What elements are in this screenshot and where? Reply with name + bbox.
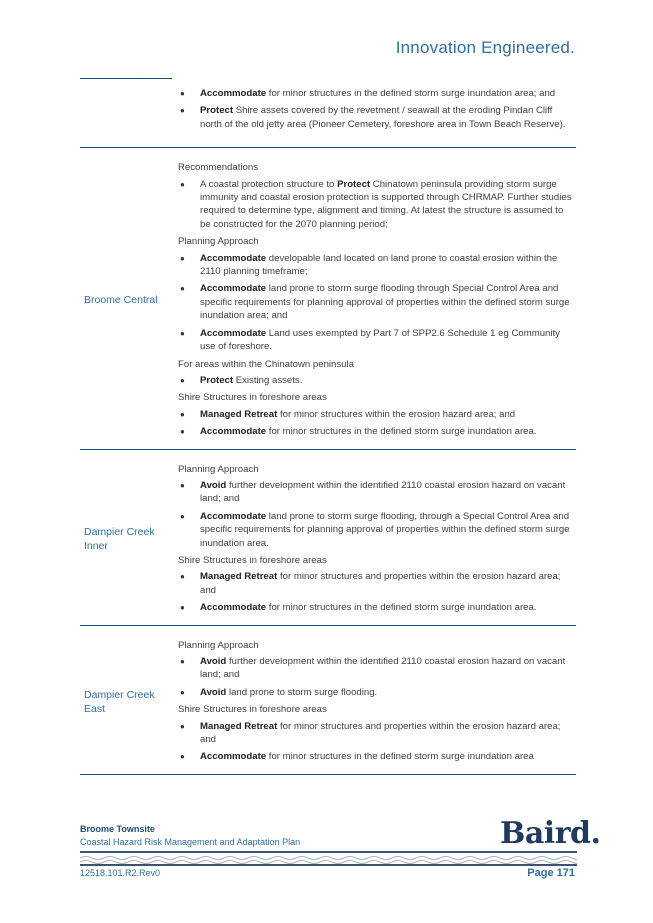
page-number: Page 171 xyxy=(527,867,575,879)
bullet-icon: ● xyxy=(180,253,185,263)
list-item: ● Accommodate for minor structures in the defined storm surge inundation area. xyxy=(180,602,537,614)
bullet-icon: ● xyxy=(180,603,185,613)
baird-logo: Baird. xyxy=(500,816,601,851)
table-row-broome-central xyxy=(80,148,576,449)
list-item: ● Accommodate developable land located on land prone to coastal erosion within the 2110 planning timeframe; xyxy=(180,252,558,278)
section-heading: Shire Structures in foreshore areas xyxy=(178,554,327,566)
bullet-icon: ● xyxy=(180,480,185,490)
list-item: ● Managed Retreat for minor structures within the erosion hazard area; and xyxy=(180,408,516,420)
row-content xyxy=(178,630,576,774)
footer-subtitle: Coastal Hazard Risk Management and Adaptation Plan xyxy=(80,837,301,847)
list-item: ● Avoid land prone to storm surge flooding. xyxy=(180,686,378,698)
section-heading: Planning Approach xyxy=(178,463,259,475)
row-content xyxy=(178,454,576,625)
list-item: ● Avoid further development within the identified 2110 coastal erosion hazard on vacant land; and xyxy=(180,479,566,505)
bullet-icon: ● xyxy=(180,375,185,385)
bullet-icon: ● xyxy=(180,657,185,666)
bullet-icon: ● xyxy=(180,106,185,116)
section-heading: Planning Approach xyxy=(178,639,259,651)
row-label: Dampier Creek East xyxy=(84,688,155,715)
bullet-icon: ● xyxy=(180,89,185,98)
table-row-dampier-inner xyxy=(80,450,576,626)
wave-divider-icon xyxy=(80,850,577,866)
list-item: ● Accommodate land prone to storm surge flooding through Special Control Area and specific requirements for planning approval of properties within the defined storm surge inundation area; and xyxy=(180,283,570,322)
section-heading: Shire Structures in foreshore areas xyxy=(178,704,327,716)
list-item: ● Accommodate for minor structures in the defined storm surge inundation area; and xyxy=(180,88,556,99)
list-item: ● Accommodate Land uses exempted by Part 7 of SPP2.6 Schedule 1 eg Community use of foreshore. xyxy=(180,327,560,353)
list-item: ● Protect Shire assets covered by the revetment / seawall at the eroding Pindan Cliff north of the old jetty area (Pioneer Cemetery, foreshore area in Town Beach Reserve). xyxy=(180,105,566,130)
list-item: ● Accommodate for minor structures in the defined storm surge inundation area xyxy=(180,751,534,763)
row-content xyxy=(178,152,576,448)
bullet-icon: ● xyxy=(180,511,185,521)
list-item: ● A coastal protection structure to Protect Chinatown peninsula providing storm surge immunity and coastal erosion protection is supported through CHRMAP. Further studies required to determine type, alignment and timing. At latest the structure is assumed to be constructed for the 2070 planning period; xyxy=(180,178,572,230)
bullet-icon: ● xyxy=(180,721,185,731)
section-heading: Shire Structures in foreshore areas xyxy=(178,392,327,404)
section-heading: For areas within the Chinatown peninsula xyxy=(178,358,354,370)
list-item: ● Accommodate land prone to storm surge flooding, through a Special Control Area and specific requirements for planning approval of properties within the defined storm surge inundation area. xyxy=(180,510,570,549)
row-label: Dampier Creek Inner xyxy=(84,526,155,553)
section-heading: Planning Approach xyxy=(178,236,259,248)
section-heading: Recommendations xyxy=(178,162,258,174)
row-label-empty xyxy=(80,78,178,147)
bullet-icon: ● xyxy=(180,572,185,582)
list-item: ● Managed Retreat for minor structures and properties within the erosion hazard area; and xyxy=(180,720,561,746)
strategy-table xyxy=(80,70,576,775)
bullet-icon: ● xyxy=(180,179,185,189)
header-brand: Innovation Engineered. xyxy=(395,38,575,57)
bullet-icon: ● xyxy=(180,284,185,294)
bullet-icon: ● xyxy=(180,427,185,437)
footer-title: Broome Townsite xyxy=(80,824,155,834)
bullet-icon: ● xyxy=(180,328,185,338)
row-label: Broome Central xyxy=(84,294,158,307)
bullet-icon: ● xyxy=(180,752,185,762)
table-row-dampier-east xyxy=(80,626,576,775)
list-item: ● Accommodate for minor structures in the defined storm surge inundation area. xyxy=(180,426,537,438)
list-item: ● Avoid further development within the identified 2110 coastal erosion hazard on vacant land; and xyxy=(180,656,566,681)
document-code: 12518.101.R2.Rev0 xyxy=(80,868,161,878)
table-row-continuation xyxy=(80,70,576,148)
list-item: ● Protect Existing assets. xyxy=(180,374,303,386)
row-content xyxy=(178,78,576,147)
bullet-icon: ● xyxy=(180,409,185,419)
list-item: ● Managed Retreat for minor structures and properties within the erosion hazard area; and xyxy=(180,571,561,596)
bullet-icon: ● xyxy=(180,687,185,697)
